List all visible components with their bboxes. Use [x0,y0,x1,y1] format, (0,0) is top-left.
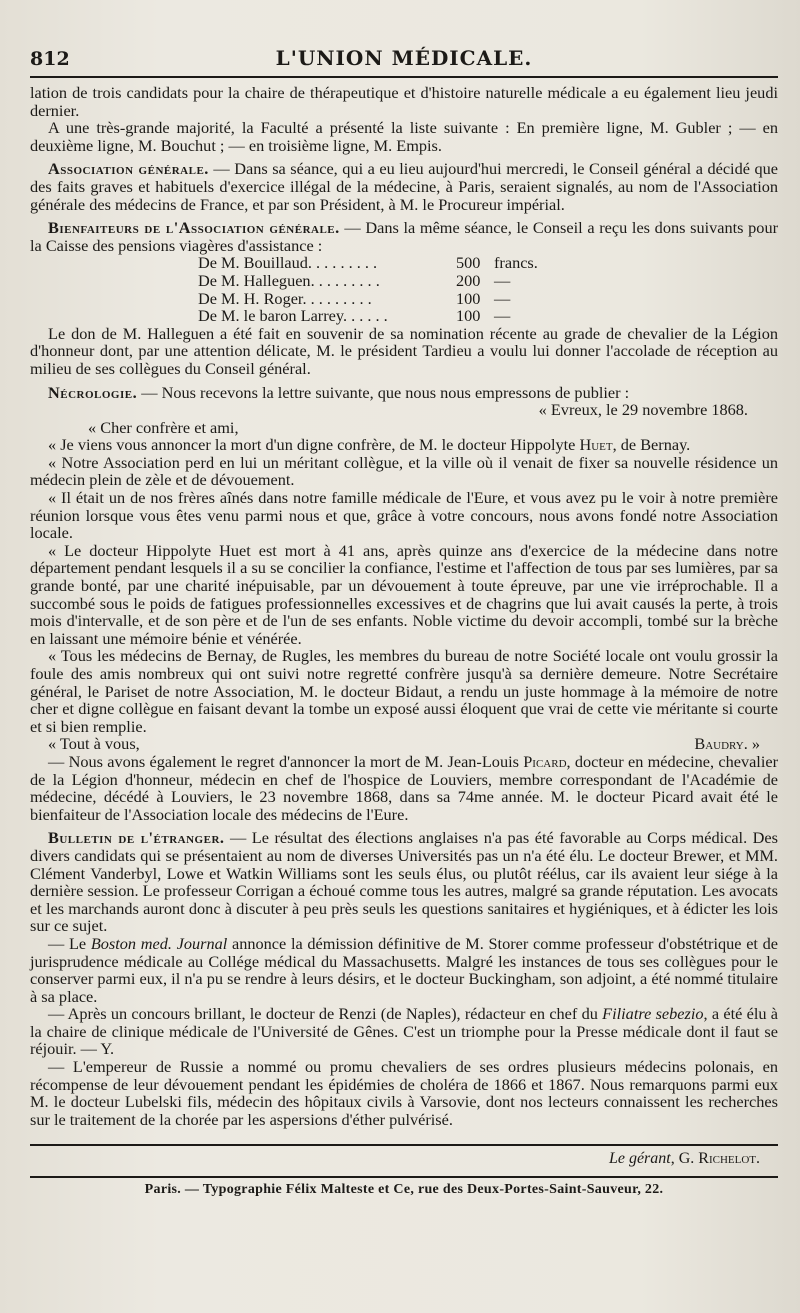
paragraph-faculte-candidats: lation de trois candidats pour la chaire de thérapeutique et d'histoire naturelle médicale a eu également lieu jeudi dernier. [30,83,778,120]
paragraph-text: — Dans la même séance, le Conseil a reçu les dons suivants pour la Caisse des pensions viagères d'assistance : [30,218,778,255]
paragraph-text: — Après un concours brillant, le docteur de Renzi (de Naples), rédacteur en chef du [48,1004,603,1024]
donation-unit: francs. [494,253,538,273]
donation-donor: De M. le baron Larrey. . . . . . [198,306,388,326]
donation-amount: 100 [456,288,481,308]
letter-closing: « Tout à vous, [48,734,140,754]
donation-amount: 200 [456,270,481,290]
gerant-name: , G. Richelot. [670,1150,760,1168]
footer-rule [30,1176,778,1178]
printer-imprint: Paris. — Typographie Félix Malteste et Ce, rue des Deux-Portes-Saint-Sauveur, 22. [144,1182,664,1198]
letter-place-date: « Evreux, le 29 novembre 1868. [538,400,748,420]
paragraph-text: annonce la démission définitive de M. Storer comme professeur d'obstétrique et de jurisprudence médicale au Collége médical du Massachusetts. Malgré les instances de tous ses collègues pour le conserver parmi eux, il n'a pu se rendre à leurs désirs, et le docteur Buckingham, son adjoint, a été nommé titulaire à sa place. [30,933,779,1006]
donation-unit: — [494,288,511,308]
letter-paragraph [30,436,778,454]
running-title: L'UNION MÉDICALE. [275,46,533,70]
paragraph-bienfaiteurs [30,219,778,254]
person-name: Picard [523,751,567,771]
section-heading: Association générale. [48,159,209,179]
gerant-label: Le gérant [608,1150,671,1168]
letter-paragraph: « Tous les médecins de Bernay, de Rugles, les membres du bureau de notre Société locale ont voulu grossir la foule des amis nombreux qui ont suivi notre regretté confrère jusqu'à sa dernière demeure. Notre Secrétaire général, le Pariset de notre Association, M. le docteur Bidaut, a rendu un juste hommage à la mémoire de notre cher et digne collègue en faisant devant la tombe un exposé aussi éloquent que vrai de cette vie méritante si courte et si bien remplie. [30,646,778,736]
paragraph-bulletin-etranger [30,829,778,935]
paragraph-text: — Dans sa séance, qui a eu lieu aujourd'hui mercredi, le Conseil général a décidé que des faits graves et habituels d'exercice illégal de la médecine, à Paris, seraient signalés, au nom de l'Association générale des médecins de France, et par son Président, à M. le Procureur impérial. [30,159,778,214]
paragraph-text: — Le [48,933,91,953]
donation-row [198,254,558,272]
letter-salutation: « Cher confrère et ami, [88,417,239,437]
letter-signature: Baudry. » [694,734,760,754]
paragraph-text: — Nous recevons la lettre suivante, que nous nous empressons de publier : [137,382,630,402]
paragraph-text: — Nous avons également le regret d'annoncer la mort de M. Jean-Louis [48,751,524,771]
letter-paragraph: « Le docteur Hippolyte Huet est mort à 41 ans, après quinze ans d'exercice de la médecine dans notre département pendant lesquels il a su se concilier la confiance, l'estime et l'affection de tous par ses lumières, par sa grande bonté, par une charité inépuisable, par un dévouement à toute épreuve, par une vie irréprochable. Il a succombé sous le poids de fatigues professionnelles excessives et de chagrins que lui avait causés la perte, à trois mois d'intervalle, et de son père et de l'un de ses enfants. Noble victime du devoir accompli, tombé sur la brèche en laissant une mémoire bénie et vénérée. [30,540,778,648]
donation-row [198,290,558,308]
person-name: Huet [579,435,613,455]
paragraph-necrologie [30,384,778,402]
paragraph-text: « Je viens vous annoncer la mort d'un digne confrère, de M. le docteur Hippolyte [48,435,580,455]
section-heading: Bulletin de l'étranger. [48,828,225,848]
page-number: 812 [30,48,70,70]
donation-unit: — [494,306,511,326]
letter-signoff [30,735,778,753]
footer-rule [30,1144,778,1146]
page-header [30,42,778,78]
donation-donor: De M. Halleguen. . . . . . . . . [198,270,380,290]
donations-table [198,254,558,324]
donation-row [198,307,558,325]
letter-paragraph: « Il était un de nos frères aînés dans notre famille médicale de l'Eure, et vous avez pu le voir à notre première réunion lorsque vous êtes venu parmi nous et que, grâce à votre concours, nous avons fondé notre Association locale. [30,488,778,543]
donation-donor: De M. Bouillaud. . . . . . . . . [198,253,378,273]
paragraph-text: — Le résultat des élections anglaises n'a pas été favorable au Corps médical. Des divers candidats qui se présentaient au nom de diverses Universités pas un n'a été élu. Le docteur Brewer, et MM. Clément Vanderbyl, Lowe et Watkin Williams sont les seuls élus, ou plutôt réélus, car ils avaient leur siége à la dernière session. Le professeur Corrigan a échoué comme tous les autres, malgré sa grande réputation. Les avocats et les marchands auront donc à discuter à peu près seuls les questions sanitaires et hygiéniques, et à édicter les lois sur ce sujet. [30,828,778,936]
paragraph-faculte-liste: A une très-grande majorité, la Faculté a présenté la liste suivante : En première ligne, M. Gubler ; — en deuxième ligne, M. Bouchut ; — en troisième ligne, M. Empis. [30,118,778,155]
donation-amount: 100 [456,306,481,326]
letter-paragraph: « Notre Association perd en lui un méritant collègue, et la ville où il venait de fixer sa nouvelle résidence un médecin plein de zèle et de dévouement. [30,452,778,490]
donation-amount: 500 [456,253,481,273]
donation-row [198,272,558,290]
article-body [30,84,778,1128]
paragraph-russie: — L'empereur de Russie a nommé ou promu chevaliers de ses ordres plusieurs médecins polonais, en récompense de leur dévouement pendant les épidémies de choléra de 1866 et 1867. Nous remarquons parmi eux M. le docteur Lubelski fils, médecin des hôpitaux civils à Varsovie, dont nos lecteurs connaissent les recherches sur le traitement de la chorée par les aspersions d'éther pulvérisé. [30,1057,778,1129]
section-heading: Nécrologie. [48,382,138,402]
paragraph-association-generale [30,160,778,213]
donation-donor: De M. H. Roger. . . . . . . . . [198,288,372,308]
donation-unit: — [494,270,511,290]
paragraph-text: , a été élu à la chaire de clinique médicale de l'Université de Gênes. C'est un triomphe pour la Presse médicale dont il faut se réjouir. — Y. [30,1004,779,1059]
journal-title: Boston med. Journal [90,933,228,953]
paragraph-picard [30,753,778,823]
paragraph-boston [30,935,778,1005]
section-heading: Bienfaiteurs de l'Association générale. [48,218,340,238]
paragraph-text: , de Bernay. [612,435,691,455]
journal-title: Filiatre sebezio [602,1004,704,1024]
paragraph-text: , docteur en médecine, chevalier de la Légion d'honneur, médecin en chef de l'hospice de Louviers, membre correspondant de l'Académie de médecine, décédé à Louviers, le 23 novembre 1868, dans sa 74me année. M. le docteur Picard avait été le bienfaiteur de l'Association locale des médecins de l'Eure. [30,751,779,824]
paragraph-halleguen: Le don de M. Halleguen a été fait en souvenir de sa nomination récente au grade de chevalier de la Légion d'honneur dont, par une attention délicate, M. le président Tardieu a voulu lui donner l'accolade de réception au milieu de ses collègues du Conseil général. [30,323,778,378]
gerant-line [30,1150,778,1168]
paragraph-renzi [30,1005,778,1058]
